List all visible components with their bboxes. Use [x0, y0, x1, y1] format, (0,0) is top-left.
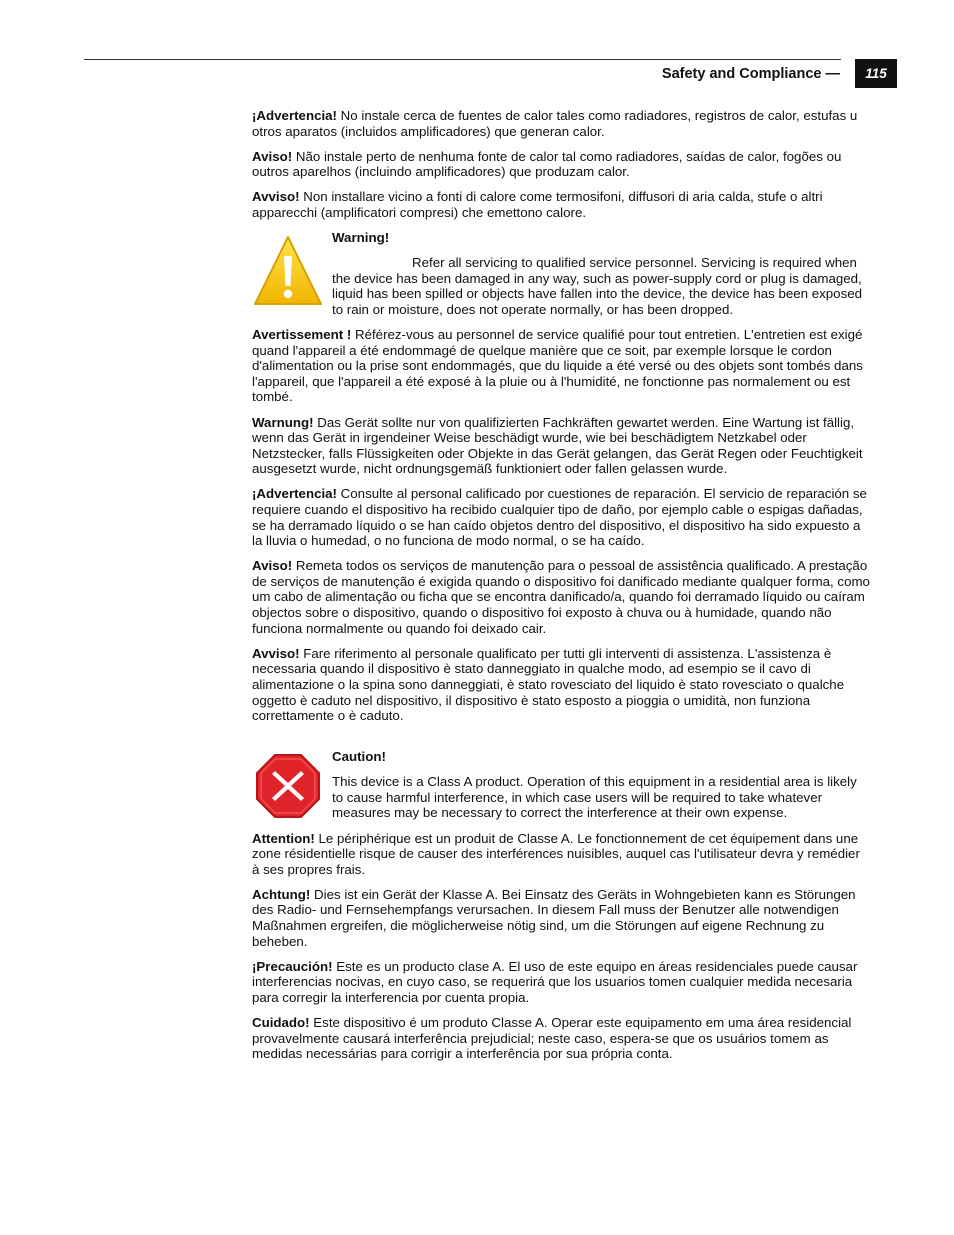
paragraph-label: Avviso!: [252, 189, 300, 205]
paragraph-text: Este dispositivo é um produto Classe A. Operar este equipamento em uma área residencial provavelmente causará interferência prejudicial; neste caso, espera-se que os usuários tomem as medidas necessárias para corrigir a interferência por sua própria conta.: [252, 1015, 852, 1062]
paragraph-text: Consulte al personal calificado por cuestiones de reparación. El servicio de reparación se requiere cuando el dispositivo ha recibido cualquier tipo de daño, por ejemplo cable o espigas dañadas, se ha derramado líquido o se han caído objetos dentro del dispositivo, el dispositivo ha sido expuesto a la lluvia o humedad, o no funciona de modo normal, o se ha caído.: [252, 486, 867, 549]
paragraph: [252, 959, 870, 1006]
paragraph-label: ¡Advertencia!: [252, 108, 337, 123]
paragraph-text: No instale cerca de fuentes de calor tales como radiadores, registros de calor, estufas u otros aparatos (incluidos amplificadores) que generan calor.: [252, 108, 858, 139]
paragraph-label: ¡Precaución!: [252, 958, 333, 974]
paragraph: [252, 1015, 870, 1062]
paragraph-label: Avviso!: [252, 645, 300, 661]
paragraph-label: Warnung!: [252, 414, 314, 430]
paragraph: [252, 646, 870, 724]
caution-heading: Caution!: [332, 749, 386, 765]
spacer: [252, 733, 870, 749]
running-head: Safety and Compliance —: [661, 66, 840, 82]
paragraph: [252, 108, 870, 139]
paragraph: [252, 887, 870, 949]
paragraph: [252, 327, 870, 405]
paragraph-text: Référez-vous au personnel de service qualifié pour tout entretien. L'entretien est exigé quand l'appareil a été endommagé de quelque manière que ce soit, par exemple lorsque le cordon d'alimentation ou la prise sont endommagés, que du liquide a été versé ou des objets sont tombés dans l'appareil, que l'appareil a été exposé à la pluie ou à l'humidité, ne fonctionne pas normalement ou est tombé.: [252, 327, 863, 405]
page-number: 115: [855, 59, 897, 88]
paragraph: [252, 486, 870, 548]
warning-body-text: Refer all servicing to qualified service personnel. Servicing is required when the device has been damaged in any way, such as power-supply cord or plug is damaged, liquid has been spilled or objects have fallen into the device, the device has been exposed to rain or moisture, does not operate normally, or has been dropped.: [332, 255, 863, 317]
paragraph-text: Este es un producto clase A. El uso de este equipo en áreas residenciales puede causar interferencias nocivas, en cuyo caso, se requerirá que los usuarios tomen cualquier medida necesaria para corregir la interferencia por cuenta propia.: [252, 958, 858, 1005]
paragraph-text: Das Gerät sollte nur von qualifizierten Fachkräften gewartet werden. Eine Wartung ist fällig, wenn das Gerät in irgendeiner Weise beschädigt wurde, wie bei beschädigtem Netzkabel oder Netzstecker, falls Flüssigkeiten oder Objekte in das Gerät gelangen, das Gerät Regen oder Feuchtigkeit ausgesetzt wurde, nicht ordnungsgemäß funktioniert oder fallen gelassen wurde.: [252, 414, 863, 477]
warning-body: [252, 255, 870, 317]
paragraph-label: Aviso!: [252, 558, 293, 574]
paragraph: [252, 415, 870, 477]
caution-notice: [252, 749, 870, 830]
paragraph-label: Avertissement !: [252, 327, 352, 343]
paragraph-label: Aviso!: [252, 148, 293, 164]
paragraph-text: Le périphérique est un produit de Classe A. Le fonctionnement de cet équipement dans une zone résidentielle risque de causer des interférences nuisibles, auquel cas l'utilisateur devra y remédier à ses propres frais.: [252, 830, 860, 877]
paragraph-label: Attention!: [252, 830, 315, 846]
paragraph: [252, 558, 870, 636]
paragraph: [252, 831, 870, 878]
paragraph-text: Remeta todos os serviços de manutenção para o pessoal de assistência qualificado. A prestação de serviços de manutenção é exigida quando o dispositivo foi danificado mediante qualquer forma, como um cabo de alimentação ou ficha que se encontra danificado/a, quando foi derramado líquido ou caíram objectos sobre o dispositivo, quando o dispositivo foi exposto à chuva ou à humidade, quando não funciona normalmente ou quando foi deixado cair.: [252, 558, 870, 636]
paragraph-text: Fare riferimento al personale qualificato per tutti gli interventi di assistenza. L'assistenza è necessaria quando il dispositivo è stato danneggiato in qualche modo, ad esempio se il cavo di alimentazione o la spina sono danneggiati, è stato rovesciato del liquido è stato rovesciato o qualche oggetto è caduto nel dispositivo, il dispositivo è stato esposto a pioggia o umidità, non funziona correttamente o è caduto.: [252, 645, 845, 724]
stop-x-icon: [252, 749, 332, 827]
warning-heading: Warning!: [332, 230, 390, 246]
warning-triangle-icon: [252, 230, 332, 308]
warning-notice: [252, 230, 870, 317]
paragraph-label: Cuidado!: [252, 1015, 310, 1030]
caution-body-text: This device is a Class A product. Operation of this equipment in a residential area is likely to cause harmful interference, in which case users will be required to take whatever measures may be necessary to correct the interference at their own expense.: [332, 774, 857, 821]
paragraph-text: Dies ist ein Gerät der Klasse A. Bei Einsatz des Geräts in Wohngebieten kann es Störungen des Radio- und Fernsehempfangs verursachen. In diesem Fall muss der Benutzer alle notwendigen Maßnahmen ergreifen, die möglicherweise nötig sind, um die Störungen auf eigene Rechnung zu beheben.: [252, 886, 856, 949]
paragraph: [252, 189, 870, 220]
paragraph-label: Achtung!: [252, 886, 311, 902]
paragraph-text: Non installare vicino a fonti di calore come termosifoni, diffusori di aria calda, stufe o altri apparecchi (amplificatori compresi) che emettono calore.: [252, 189, 823, 220]
paragraph-label: ¡Advertencia!: [252, 486, 337, 502]
caution-body: [332, 774, 870, 821]
page-content: [252, 108, 870, 1071]
paragraph: [252, 149, 870, 180]
paragraph-text: Não instale perto de nenhuma fonte de calor tal como radiadores, saídas de calor, fogões ou outros aparelhos (incluindo amplificadores) que produzam calor.: [252, 148, 842, 180]
header-rule: [84, 59, 841, 60]
